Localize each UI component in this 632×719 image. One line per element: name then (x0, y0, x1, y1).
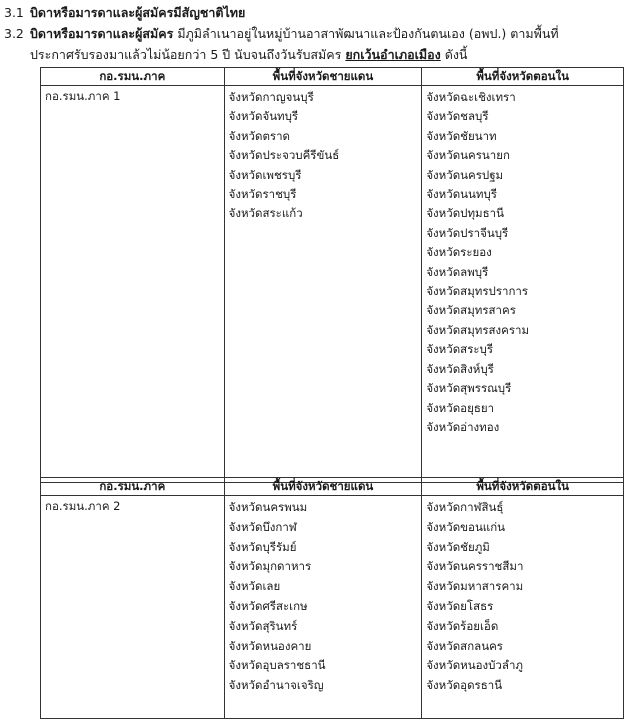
province-item: จังหวัดอยุธยา (426, 400, 495, 415)
province-item: จังหวัดมหาสารคาม (426, 579, 524, 594)
item-line2-underline: ยกเว้นอำเภอเมือง (345, 47, 441, 62)
inner-list (422, 496, 624, 719)
province-item: จังหวัดนครพนม (228, 500, 308, 514)
province-item: จังหวัดชัยภูมิ (426, 539, 490, 554)
province-item: จังหวัดสมุทรสาคร (426, 303, 516, 318)
inner-list (422, 86, 624, 483)
province-item: จังหวัดกาฬสินธุ์ (426, 500, 504, 514)
table-row (41, 86, 624, 483)
province-item: จังหวัดบุรีรัมย์ (228, 539, 297, 554)
region-cell (41, 86, 225, 483)
province-item: จังหวัดขอนแก่น (426, 519, 506, 534)
province-item: จังหวัดกาญจนบุรี (228, 90, 314, 104)
province-item: จังหวัดนครปฐม (426, 167, 504, 182)
province-item: จังหวัดนครราชสีมา (426, 559, 524, 574)
header-inner: พื้นที่จังหวัดตอนใน (422, 68, 624, 86)
province-item: จังหวัดศรีสะเกษ (228, 598, 308, 613)
province-item: จังหวัดนนทบุรี (426, 187, 497, 202)
province-item: จังหวัดเพชรบุรี (228, 167, 302, 182)
province-item: จังหวัดอำนาจเจริญ (228, 678, 324, 693)
header-inner: พื้นที่จังหวัดตอนใน (422, 478, 624, 496)
province-item: จังหวัดระยอง (426, 245, 492, 260)
province-item: จังหวัดลพบุรี (426, 264, 489, 279)
table-header-row (41, 478, 624, 496)
province-item: จังหวัดนครนายก (426, 148, 510, 163)
province-item: จังหวัดสุรินทร์ (228, 618, 298, 633)
province-item: จังหวัดอุดรธานี (426, 678, 503, 693)
province-item: จังหวัดสกลนคร (426, 638, 503, 653)
region-name: กอ.รมน.ภาค 1 (45, 89, 121, 103)
header-border: พื้นที่จังหวัดชายแดน (224, 68, 422, 86)
province-item: จังหวัดสิงห์บุรี (426, 361, 494, 376)
province-item: จังหวัดจันทบุรี (228, 109, 299, 124)
header-border: พื้นที่จังหวัดชายแดน (224, 478, 422, 496)
province-item: จังหวัดอุบลราชธานี (228, 658, 326, 673)
province-item: จังหวัดปราจีนบุรี (426, 225, 509, 240)
province-item: จังหวัดสมุทรสงคราม (426, 322, 530, 337)
province-table-region-2 (40, 477, 624, 719)
province-item: จังหวัดบึงกาฬ (228, 519, 297, 534)
province-table-region-1 (40, 67, 624, 483)
province-item: จังหวัดสุพรรณบุรี (426, 381, 512, 396)
item-text-bold: บิดาหรือมารดาและผู้สมัคร (30, 26, 174, 41)
item-line2-pre: ประกาศรับรองมาแล้วไม่น้อยกว่า 5 ปี นับจนถึงวันรับสมัคร (30, 47, 346, 62)
province-item: จังหวัดหนองคาย (228, 638, 312, 653)
province-item: จังหวัดอ่างทอง (426, 419, 500, 434)
item-text-rest: มีภูมิลำเนาอยู่ในหมู่บ้านอาสาพัฒนาและป้องกันตนเอง (อพป.) ตามพื้นที่ (173, 26, 559, 41)
item-number: 3.1 (4, 5, 24, 20)
table-header-row (41, 68, 624, 86)
province-item: จังหวัดตราด (228, 128, 291, 143)
province-item: จังหวัดสมุทรปราการ (426, 284, 529, 299)
province-item: จังหวัดฉะเชิงเทรา (426, 90, 516, 104)
item-3-2 (4, 25, 559, 43)
province-item: จังหวัดชลบุรี (426, 109, 489, 124)
item-line2-post: ดังนี้ (440, 47, 468, 62)
province-item: จังหวัดมุกดาหาร (228, 559, 312, 574)
item-3-2-line2 (30, 46, 467, 64)
province-item: จังหวัดชัยนาท (426, 128, 497, 143)
region-name: กอ.รมน.ภาค 2 (45, 499, 121, 513)
table-row (41, 496, 624, 719)
province-item: จังหวัดเลย (228, 579, 281, 594)
province-item: จังหวัดหนองบัวลำภู (426, 658, 523, 673)
border-list (224, 496, 422, 719)
province-item: จังหวัดราชบุรี (228, 187, 297, 202)
province-item: จังหวัดยโสธร (426, 598, 494, 613)
province-item: จังหวัดประจวบคีรีขันธ์ (228, 148, 340, 163)
province-item: จังหวัดสระแก้ว (228, 206, 303, 221)
header-region: กอ.รมน.ภาค (41, 478, 225, 496)
province-item: จังหวัดปทุมธานี (426, 206, 504, 221)
province-item: จังหวัดสระบุรี (426, 342, 494, 357)
item-number: 3.2 (4, 26, 24, 41)
item-text: บิดาหรือมารดาและผู้สมัครมีสัญชาติไทย (30, 5, 246, 20)
border-list (224, 86, 422, 483)
item-3-1 (4, 4, 245, 22)
region-cell (41, 496, 225, 719)
province-item: จังหวัดร้อยเอ็ด (426, 618, 499, 633)
header-region: กอ.รมน.ภาค (41, 68, 225, 86)
